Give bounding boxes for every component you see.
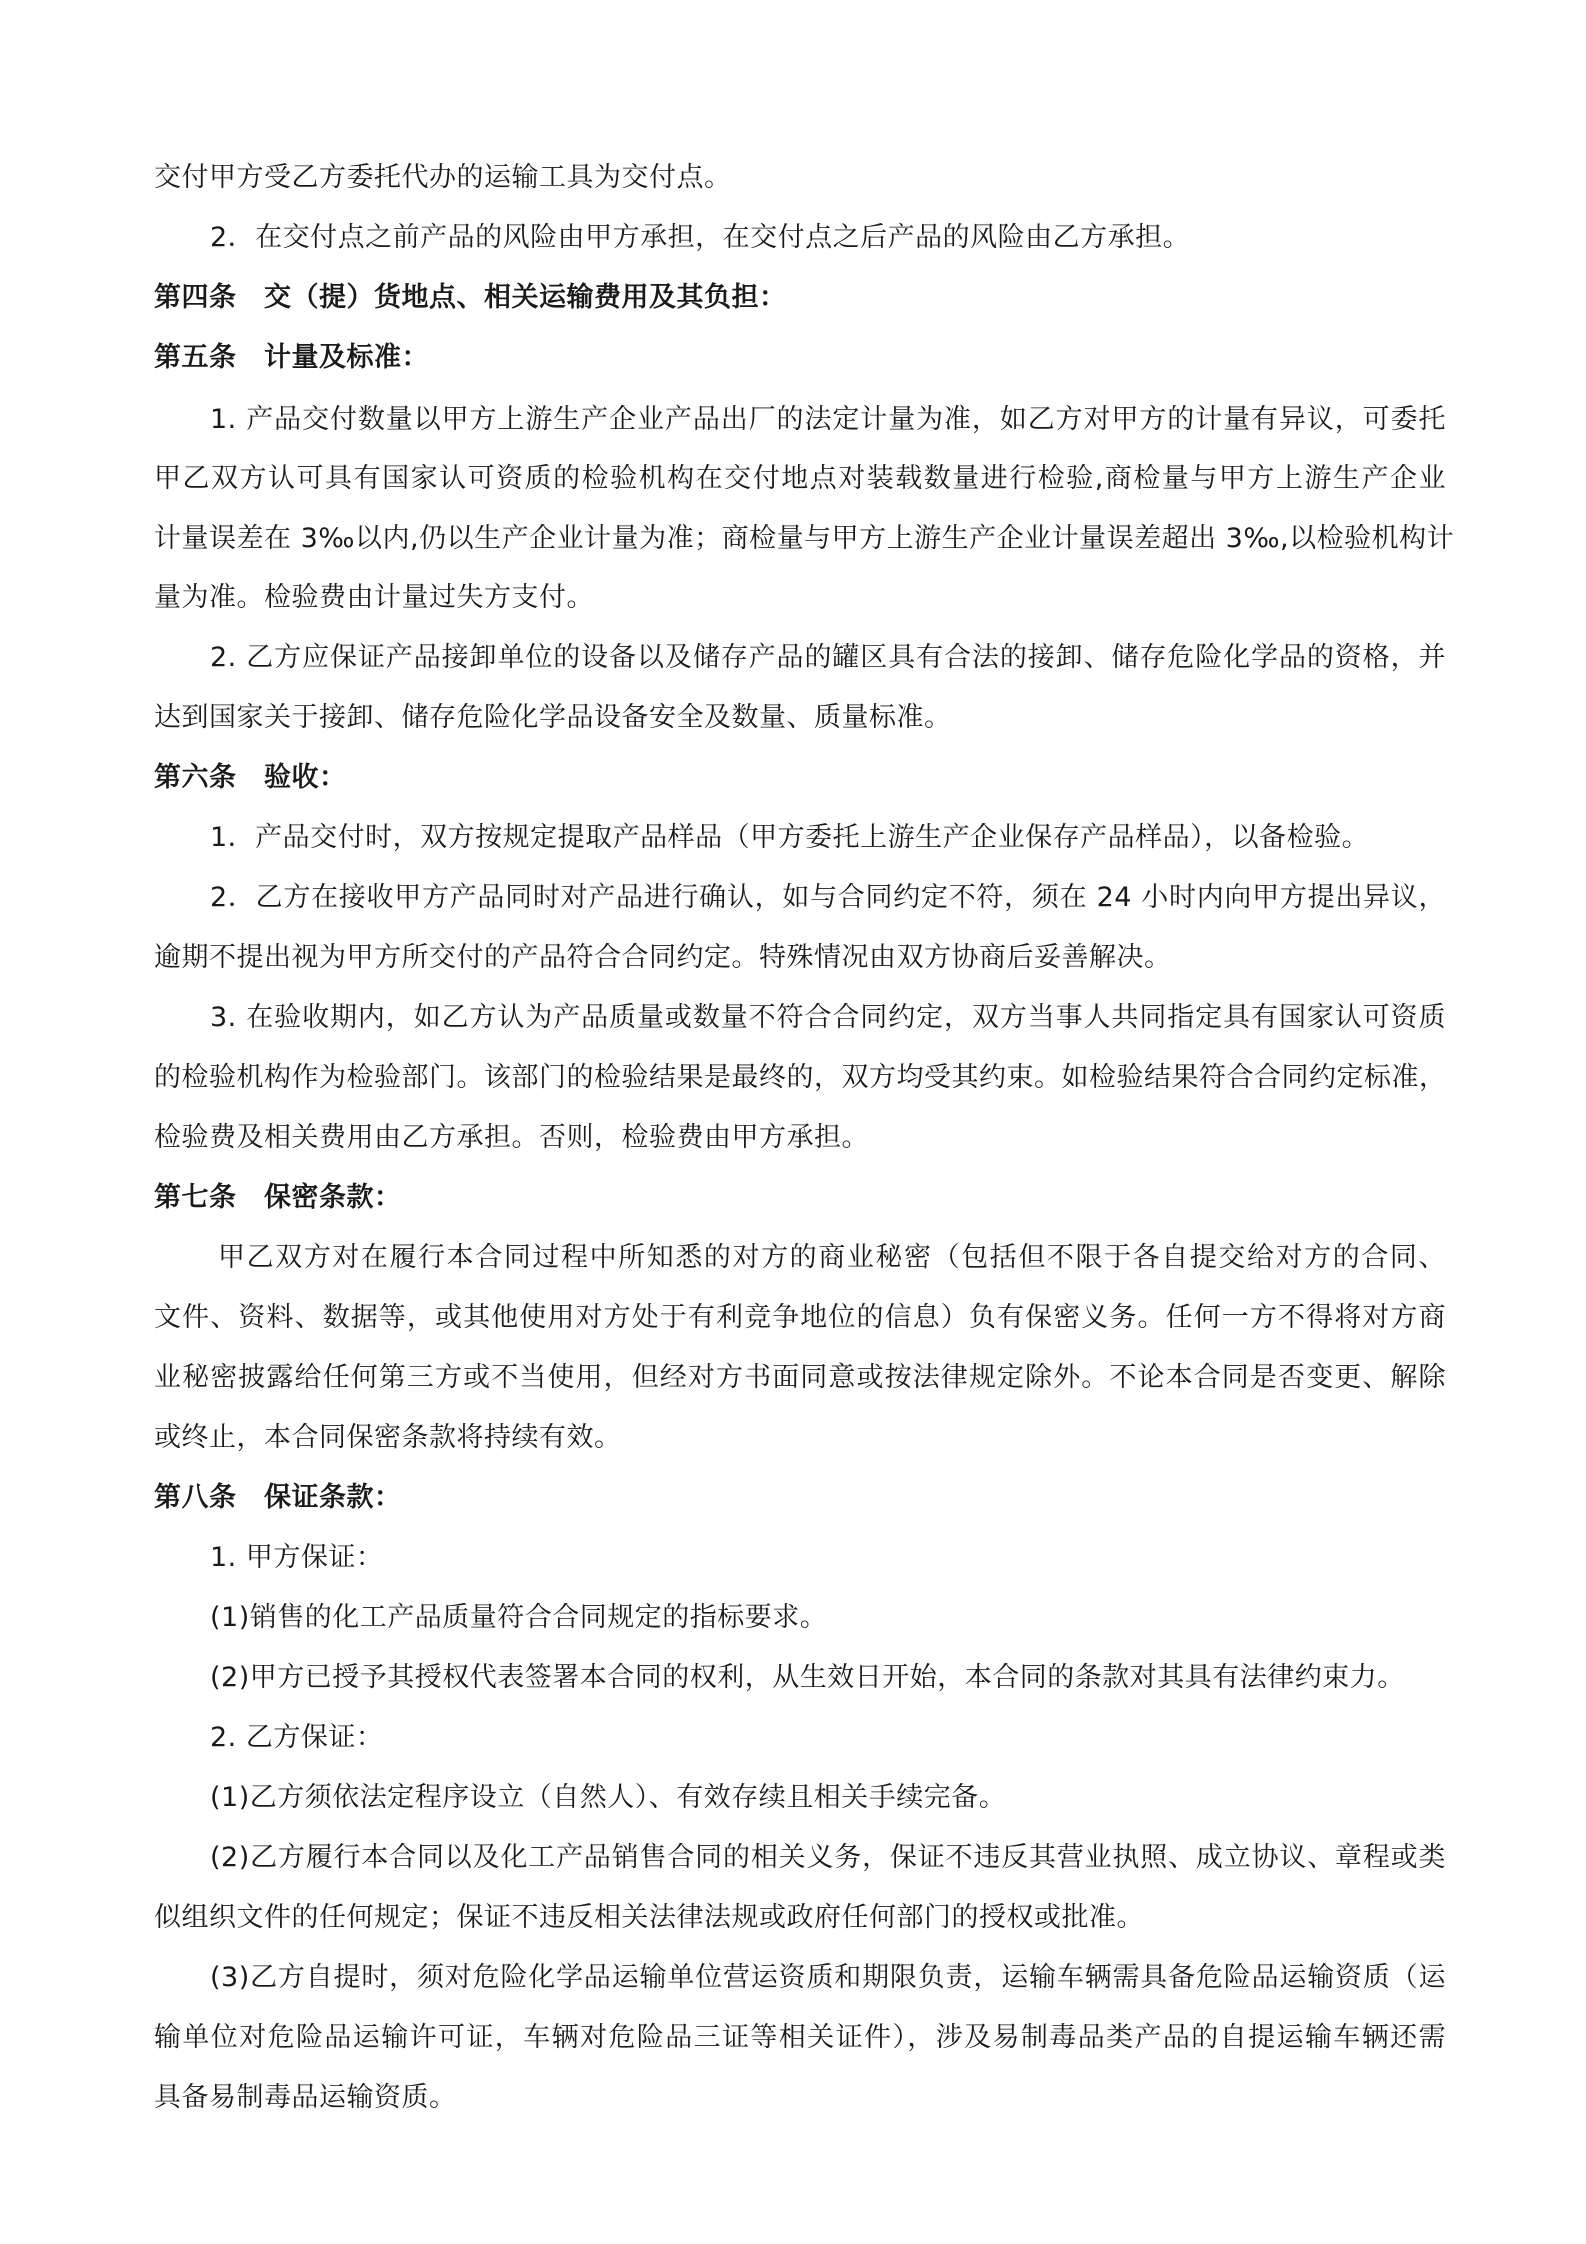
text-line: 似组织文件的任何规定；保证不违反相关法律法规或政府任何部门的授权或批准。 <box>154 1902 1144 1933</box>
text-line: 计量误差在 3‰以内,仍以生产企业计量为准；商检量与甲方上游生产企业计量误差超出 3‰,以检验机构计 <box>154 523 1455 554</box>
article-heading: 第八条 保证条款： <box>154 1482 402 1513</box>
text-line: 1．产品交付时，双方按规定提取产品样品（甲方委托上游生产企业保存产品样品），以备检验。 <box>210 822 1370 853</box>
text-line: 2. 乙方保证： <box>210 1722 384 1753</box>
text-line: 逾期不提出视为甲方所交付的产品符合合同约定。特殊情况由双方协商后妥善解决。 <box>154 942 1172 973</box>
text-line: (1)销售的化工产品质量符合合同规定的指标要求。 <box>210 1602 828 1633</box>
text-line: 交付甲方受乙方委托代办的运输工具为交付点。 <box>154 162 732 193</box>
article-heading: 第六条 验收： <box>154 762 347 793</box>
text-line: 业秘密披露给任何第三方或不当使用，但经对方书面同意或按法律规定除外。不论本合同是否变更、解除 <box>154 1362 1446 1393</box>
text-line: 量为准。检验费由计量过失方支付。 <box>154 582 594 613</box>
text-line: 文件、资料、数据等，或其他使用对方处于有利竞争地位的信息）负有保密义务。任何一方不得将对方商 <box>154 1302 1446 1333</box>
text-line: 达到国家关于接卸、储存危险化学品设备安全及数量、质量标准。 <box>154 702 952 733</box>
text-line: (1)乙方须依法定程序设立（自然人）、有效存续且相关手续完备。 <box>210 1782 1007 1813</box>
article-heading: 第七条 保密条款： <box>154 1182 402 1213</box>
text-line: 甲乙双方认可具有国家认可资质的检验机构在交付地点对装载数量进行检验,商检量与甲方上游生产企业 <box>154 463 1446 494</box>
text-line: 3. 在验收期内，如乙方认为产品质量或数量不符合合同约定，双方当事人共同指定具有国家认可资质 <box>210 1002 1446 1033</box>
text-line: 具备易制毒品运输资质。 <box>154 2082 457 2113</box>
text-line: 1. 甲方保证： <box>210 1542 384 1573</box>
text-line: 输单位对危险品运输许可证，车辆对危险品三证等相关证件），涉及易制毒品类产品的自提运输车辆还需 <box>154 2022 1446 2053</box>
text-line: 2．在交付点之前产品的风险由甲方承担，在交付点之后产品的风险由乙方承担。 <box>210 222 1191 253</box>
text-line: 检验费及相关费用由乙方承担。否则，检验费由甲方承担。 <box>154 1122 869 1153</box>
text-line: 2. 乙方应保证产品接卸单位的设备以及储存产品的罐区具有合法的接卸、储存危险化学品的资格，并 <box>210 642 1446 673</box>
article-heading: 第四条 交（提）货地点、相关运输费用及其负担： <box>154 282 787 313</box>
text-line: 2．乙方在接收甲方产品同时对产品进行确认，如与合同约定不符，须在 24 小时内向甲方提出异议， <box>210 882 1446 913</box>
text-line: (3)乙方自提时，须对危险化学品运输单位营运资质和期限负责，运输车辆需具备危险品运输资质（运 <box>210 1962 1446 1993</box>
text-line: 的检验机构作为检验部门。该部门的检验结果是最终的，双方均受其约束。如检验结果符合合同约定标准， <box>154 1062 1447 1093</box>
text-line: 或终止，本合同保密条款将持续有效。 <box>154 1422 622 1453</box>
article-heading: 第五条 计量及标准： <box>154 342 429 373</box>
text-line: (2)甲方已授予其授权代表签署本合同的权利，从生效日开始，本合同的条款对其具有法律约束力。 <box>210 1662 1405 1693</box>
text-line: 1. 产品交付数量以甲方上游生产企业产品出厂的法定计量为准，如乙方对甲方的计量有异议，可委托 <box>210 404 1446 435</box>
text-line: 甲乙双方对在履行本合同过程中所知悉的对方的商业秘密（包括但不限于各自提交给对方的合同、 <box>218 1242 1446 1273</box>
text-line: (2)乙方履行本合同以及化工产品销售合同的相关义务，保证不违反其营业执照、成立协议、章程或类 <box>210 1842 1446 1873</box>
